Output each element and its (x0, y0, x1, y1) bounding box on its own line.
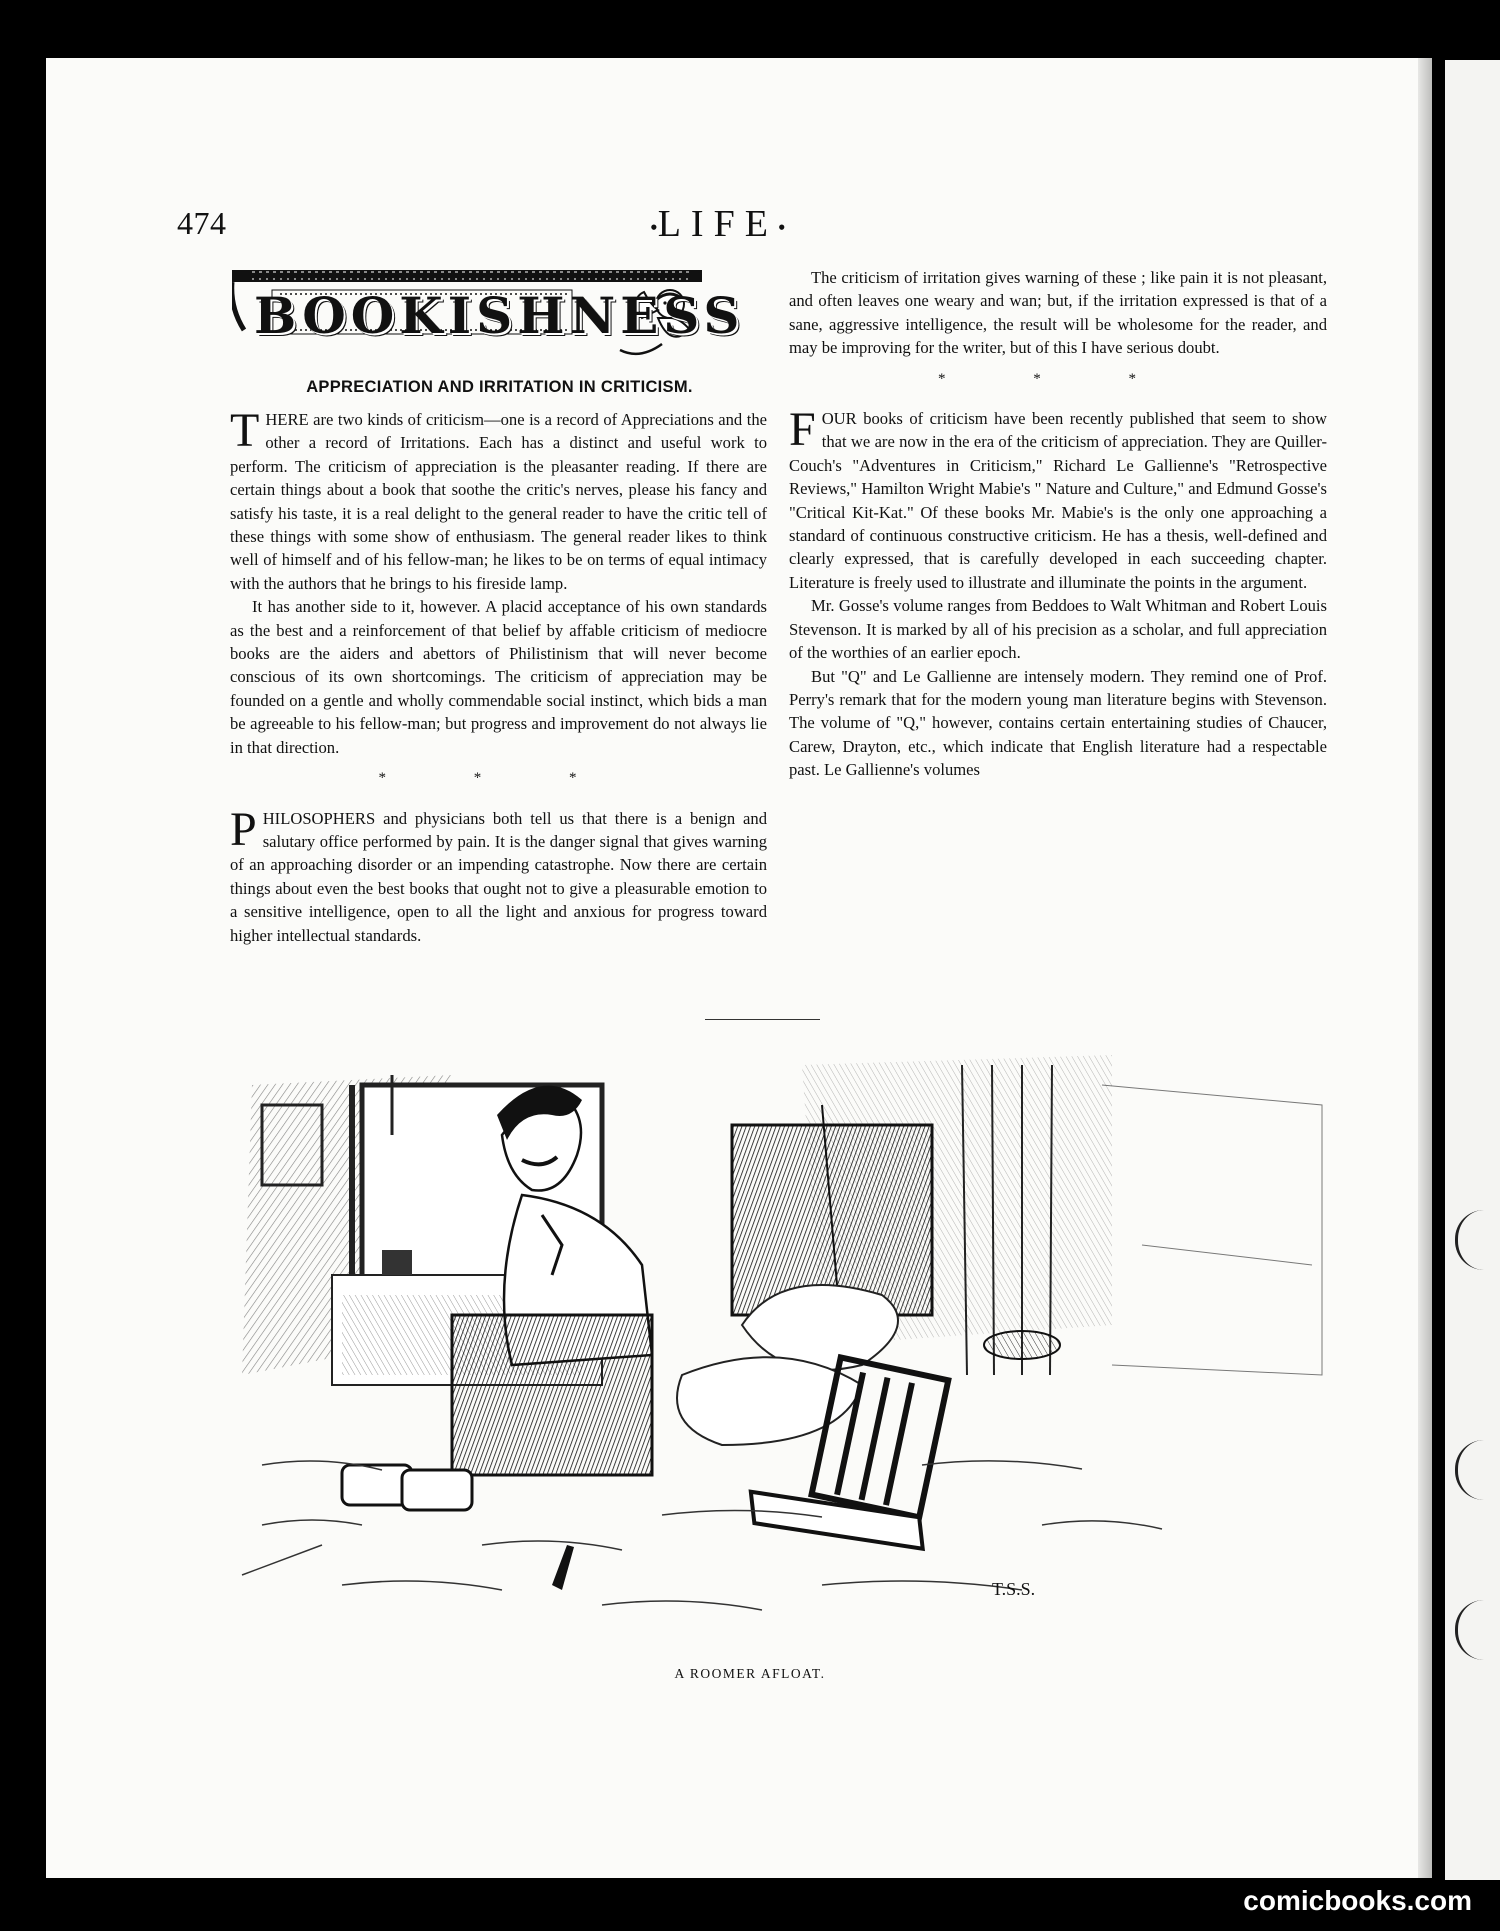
divider-rule (705, 1019, 820, 1020)
paragraph-text: OUR books of criticism have been recently published that seem to show that we are now in the era of the criticism of appreciation. They are Quiller-Couch's "Adventures in Criticism," Richard Le Gallienne's "Retrospective Reviews," Hamilton Wright Mabie's " Nature and Culture," and Edmund Gosse's "Critical Kit-Kat." Of these books Mr. Mabie's is the only one approaching a standard of continuous constructive criticism. He has a thesis, well-defined and clearly expressed, that is carefully developed in each succeeding chapter. Literature is freely used to illustrate and illuminate the points in the argument. (789, 409, 1327, 592)
article-heading: APPRECIATION AND IRRITATION IN CRITICISM. (306, 378, 693, 396)
section-separator: * * * (378, 770, 619, 787)
drop-cap: P (230, 802, 257, 856)
page-gutter (1418, 58, 1432, 1878)
left-column (230, 404, 767, 947)
paragraph: But "Q" and Le Gallienne are intensely modern. They remind one of Prof. Perry's remark that for the modern young man literature begins with Stevenson. The volume of "Q," however, contains certain entertaining studies of Chaucer, Carew, Drayton, etc., which indicate that English literature had a respectable past. Le Gallienne's volumes (789, 666, 1327, 780)
masthead-title: LIFE (657, 203, 778, 245)
drop-cap: T (230, 404, 260, 457)
section-separator: * * * (938, 370, 1178, 387)
adjacent-page-edge (1445, 60, 1500, 1880)
page-number: 474 (177, 205, 227, 241)
illustration-caption: A ROOMER AFLOAT. (674, 1666, 826, 1681)
paragraph: Mr. Gosse's volume ranges from Beddoes to Walt Whitman and Robert Louis Stevenson. It is marked by all of his precision as a scholar, and full appreciation of the worthies of an earlier epoch. (789, 596, 1327, 663)
cartoon-illustration (222, 1045, 1332, 1665)
masthead: •LIFE• (650, 203, 786, 245)
adjacent-page-mark (1455, 1440, 1484, 1500)
paragraph (789, 403, 1327, 594)
watermark: comicbooks.com (1243, 1885, 1472, 1916)
drop-cap: F (789, 403, 816, 457)
paragraph-text: HILOSOPHERS and physicians both tell us that there is a benign and salutary office performed by pain. It is the danger signal that gives warning of an approaching disorder or an impending catastrophe. Now there are certain things about even the best books that ought not to give a pleasurable emotion to a sensitive intelligence, open to all the light and anxious for progress toward higher intellectual standards. (230, 808, 767, 945)
paragraph: The criticism of irritation gives warning of these ; like pain it is not pleasant, and often leaves one weary and wan; but, if the irritation expressed is that of a sane, aggressive intelligence, the result will be wholesome for the reader, and may be improving for the writer, but of this I have serious doubt. (789, 268, 1327, 358)
right-column (789, 266, 1327, 782)
artist-signature: T.S.S. (992, 1579, 1036, 1599)
flooded-room-drawing (222, 1045, 1332, 1665)
paragraph: It has another side to it, however. A placid acceptance of his own standards as the best and a reinforcement of that belief by affable criticism of mediocre books are the aiders and abettors of Philistinism that will never become conscious of its own shortcomings. The criticism of appreciation may be founded on a gentle and wholly commendable social instinct, which bids a man be agreeable to his fellow-man; but progress and improvement do not always lie in that direction. (230, 597, 767, 757)
column-title: BOOKISHNESS (254, 286, 745, 345)
paragraph (230, 802, 767, 947)
paragraph-text: HERE are two kinds of criticism—one is a record of Appreciations and the other a record of Irritations. Each has a distinct and useful work to perform. The criticism of appreciation is the pleasanter reading. If there are certain things about a book that soothe the critic's nerves, please his fancy and satisfy his taste, it is a real delight to the general reader to have the critic tell of these things with some show of enthusiasm. The general reader likes to think well of himself and of his fellow-man; he likes to be on terms of equal intimacy with the authors that he brings to his fireside lamp. (230, 410, 767, 593)
column-title-logo (232, 268, 745, 358)
adjacent-page-mark (1455, 1210, 1484, 1270)
paragraph (230, 404, 767, 595)
adjacent-page-mark (1455, 1600, 1484, 1660)
